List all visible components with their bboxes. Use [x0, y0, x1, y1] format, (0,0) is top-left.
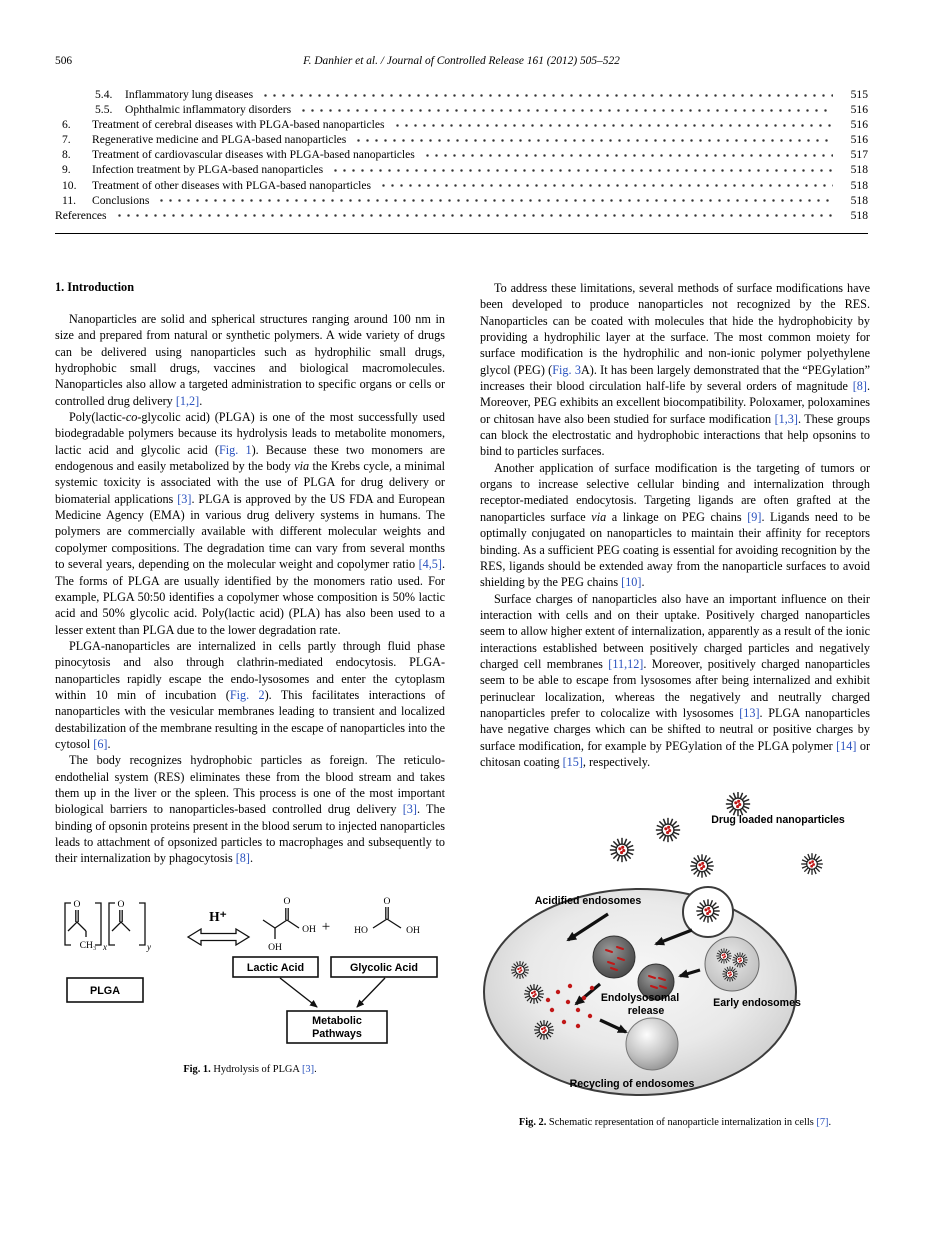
atom-label: O	[383, 895, 391, 907]
text-run: Schematic representation of nanoparticle internalization in cells	[546, 1117, 817, 1129]
body-paragraph	[55, 409, 445, 638]
toc-dot-leader	[299, 102, 833, 117]
nanoparticle-icon	[801, 854, 823, 876]
page-number: 506	[55, 55, 73, 67]
lactic-acid-structure	[263, 908, 299, 939]
toc-dot-leader	[423, 147, 833, 162]
table-of-contents	[55, 87, 868, 223]
toc-entry[interactable]	[55, 208, 868, 223]
text-run: .	[641, 575, 645, 590]
text-run: .	[828, 1117, 832, 1129]
intro-heading: 1. Introduction	[55, 280, 135, 294]
text-run: Another application of surface modification is the targeting of tumors or organs to increase selective cellular binding and internalization through receptor-mediated endocytosis. Targeting ligands are often grafted at the nanoparticles surface	[480, 460, 870, 524]
toc-entry-number: 5.4.	[95, 88, 113, 101]
text-run: . The binding of opsonin proteins present in the blood serum to injected nanoparticles leads to attachment of opsonized particles to macrophages and subsequently to their internalization by phagocytosis	[55, 802, 445, 866]
toc-dot-leader	[354, 132, 833, 147]
text-run: a linkage on PEG chains	[606, 509, 748, 524]
text-run: . Moreover, PEG exhibits an excellent biocompatibility. Poloxamer, poloxamines or chitosan have also been studied for surface modification	[480, 379, 870, 426]
toc-entry-page[interactable]: 518	[850, 178, 868, 192]
text-run: Hydrolysis of PLGA	[210, 1063, 302, 1075]
article-body	[55, 280, 870, 1129]
toc-entry-page[interactable]: 518	[850, 208, 868, 222]
text-run: .	[314, 1063, 317, 1075]
toc-dot-leader	[393, 117, 833, 132]
text-run: Fig. 1.	[183, 1063, 211, 1075]
text-run: ). This facilitates interactions of nanoparticles with the vesicular membranes leading to transient and localized destabilization of the membrane resulting in the escape of nanoparticles into the cytosol	[55, 687, 446, 751]
glycolic-acid-structure	[373, 907, 401, 928]
body-paragraph	[480, 591, 870, 771]
citation-link[interactable]: [1,3]	[774, 411, 798, 426]
label-endolysosomal-release: Endolysosomal	[600, 992, 680, 1005]
citation-link[interactable]: [3]	[402, 802, 417, 817]
text-run: .	[107, 736, 111, 751]
toc-divider	[55, 233, 868, 234]
toc-entry-title[interactable]: References	[55, 208, 107, 222]
toc-entry[interactable]	[55, 132, 868, 147]
early-endosome	[705, 937, 759, 991]
citation-link[interactable]: [13]	[739, 705, 760, 720]
nanoparticle-icon	[696, 900, 719, 923]
citation-link[interactable]: [8]	[235, 851, 250, 866]
nanoparticle-icon	[690, 855, 713, 878]
label-acidified-endosomes: Acidified endosomes	[534, 895, 642, 908]
toc-entry-title[interactable]: Regenerative medicine and PLGA-based nanoparticles	[92, 133, 347, 147]
toc-entry-number: 11.	[62, 193, 77, 207]
toc-entry-title[interactable]: Treatment of other diseases with PLGA-based nanoparticles	[92, 178, 372, 192]
label-recycling-of-endosomes: Recycling of endosomes	[569, 1078, 695, 1091]
toc-entry-number: 7.	[62, 133, 71, 147]
toc-entry-title[interactable]: Inflammatory lung diseases	[125, 88, 254, 101]
toc-entry[interactable]	[55, 147, 868, 162]
body-paragraph	[480, 460, 870, 591]
atom-label: CH₃	[79, 939, 97, 951]
toc-entry[interactable]	[55, 102, 868, 117]
atom-label: OH	[406, 924, 420, 936]
acidified-endosome	[593, 936, 635, 978]
text-run: .	[249, 851, 254, 866]
atom-label: O	[283, 895, 291, 907]
citation-link[interactable]: [3]	[177, 491, 192, 506]
plga-box-label: PLGA	[90, 984, 120, 997]
toc-entry[interactable]	[55, 117, 868, 132]
toc-entry-number: 9.	[62, 163, 71, 177]
text-run: .	[199, 393, 203, 408]
toc-dot-leader	[379, 178, 833, 193]
label-endolysosomal-release: release	[627, 1005, 665, 1018]
text-run: The body recognizes hydrophobic particles as foreign. The reticulo-endothelial system (RES) eliminates these from the blood stream and takes them up in the liver or the spleen. This process is one of the most important biological barriers to nanoparticles-based controlled drug delivery	[55, 753, 445, 817]
metabolic-arrow	[280, 978, 317, 1007]
body-paragraph	[55, 752, 445, 866]
text-run: via	[294, 459, 310, 474]
toc-entry-page[interactable]: 516	[850, 118, 868, 132]
atom-label: OH	[268, 941, 282, 953]
nanoparticle-icon	[610, 838, 634, 862]
text-run: -glycolic acid) (PLGA) is one of the most successfully used biodegradable polymers because its hydrolysis leads to metabolite monomers, lactic acid and glycolic acid (	[55, 410, 445, 457]
toc-entry-title[interactable]: Ophthalmic inflammatory disorders	[125, 103, 292, 117]
figure-2-caption	[480, 1116, 870, 1129]
toc-entry-page[interactable]: 518	[850, 163, 868, 177]
journal-running-head: F. Danhier et al. / Journal of Controlled Release 161 (2012) 505–522	[303, 55, 620, 67]
figure-1-caption	[55, 1063, 445, 1076]
citation-link[interactable]: [15]	[562, 754, 583, 769]
toc-dot-leader	[261, 87, 833, 102]
text-run: . Moreover, positively charged nanoparticles seem to be able to escape from lysosomes after being internalized and exhibit perinuclear localization, whereas the negatively and neutrally charged nanoparticles prefer to colocalize with lysosomes	[480, 656, 870, 720]
text-run: . The forms of PLGA are usually identified by the monomers ratio used. For example, PLGA 50:50 identifies a copolymer whose composition is 50% lactic acid and 50% glycolic acid. Poly(lactic acid) (PLA) has also been used to a lesser extent than PLGA due to the lower degradation rate.	[55, 557, 445, 637]
text-run: or chitosan coating	[480, 738, 870, 769]
citation-link[interactable]: Fig. 3	[552, 362, 581, 377]
body-paragraph	[55, 311, 445, 409]
atom-label: OH	[302, 923, 316, 935]
nanoparticle-icon	[726, 792, 750, 816]
body-paragraph	[480, 280, 870, 460]
right-column	[480, 280, 870, 1129]
left-column	[55, 280, 445, 1129]
text-run: the Krebs cycle, a minimal systemic toxicity is associated with the use of PLGA for drug delivery or biomaterial applications	[55, 459, 445, 506]
text-run: To address these limitations, several methods of surface modifications have been developed to produce nanoparticles not recognized by the RES. Nanoparticles can be coated with molecules that hide the hydrophobicity by providing a hydrophilic layer at the surface. The most common moiety for surface modification is the hydrophilic and non-ionic polymer polyethylene glycol (PEG) (	[480, 281, 870, 377]
metabolic-pathways-label: Pathways	[312, 1027, 362, 1040]
text-run: via	[591, 509, 607, 524]
citation-link[interactable]: [3]	[301, 1063, 315, 1075]
toc-dot-leader	[157, 193, 833, 208]
toc-dot-leader	[331, 162, 833, 177]
toc-entry-title[interactable]: Conclusions	[92, 193, 150, 207]
toc-entry-title[interactable]: Treatment of cerebral diseases with PLGA-based nanoparticles	[92, 118, 385, 132]
recycling-endosome	[626, 1018, 678, 1070]
nanoparticle-icon	[722, 967, 737, 982]
toc-entry[interactable]	[55, 87, 868, 102]
toc-entry-number: 5.5.	[95, 103, 113, 117]
toc-entry-number: 6.	[62, 118, 71, 132]
citation-link[interactable]: [14]	[836, 738, 857, 753]
subscript-y: y	[147, 941, 151, 952]
toc-entry-page[interactable]: 515	[850, 88, 868, 101]
text-run: . PLGA is approved by the US FDA and European Medicine Agency (EMA) in various drug delivery systems in humans. The polymers are commercially available with different molecular weights and copolymer compositions. The degradation time can vary from several months to several years, depending on the molecular weight and copolymer ratio	[55, 491, 445, 572]
toc-entry-number: 8.	[62, 148, 71, 162]
plus-sign: +	[321, 918, 331, 935]
nanoparticle-icon	[656, 818, 680, 842]
atom-label: HO	[354, 924, 368, 936]
citation-link[interactable]: [4,5]	[418, 557, 442, 572]
citation-link[interactable]: Fig. 2	[229, 687, 265, 702]
subscript-x: x	[103, 941, 107, 952]
text-run: Poly(lactic-	[69, 410, 126, 425]
lactic-acid-box-label: Lactic Acid	[246, 961, 305, 974]
metabolic-pathways-label: Metabolic	[312, 1014, 362, 1027]
toc-entry-title[interactable]: Treatment of cardiovascular diseases with PLGA-based nanoparticles	[92, 148, 415, 162]
toc-entry[interactable]	[55, 162, 868, 177]
body-paragraph	[55, 638, 445, 752]
text-run: Surface charges of nanoparticles also have an important influence on their interaction with cells and on their uptake. Positively charged nanoparticles seem to allow higher extent of internalization, apparently as a result of the ionic interactions established between positively charged particles and negatively charged cell membranes	[480, 591, 870, 671]
text-run: , respectively.	[582, 754, 651, 769]
glycolic-acid-box-label: Glycolic Acid	[349, 961, 419, 974]
text-run: co	[125, 410, 138, 425]
toc-entry-page[interactable]: 518	[850, 193, 868, 207]
citation-link[interactable]: [6]	[93, 736, 108, 751]
toc-entry-title[interactable]: Infection treatment by PLGA-based nanoparticles	[92, 163, 324, 177]
toc-dot-leader	[115, 208, 834, 223]
citation-link[interactable]: [11,12]	[608, 656, 644, 671]
figure-1	[55, 891, 445, 1076]
nanoparticle-icon	[716, 949, 731, 964]
citation-link[interactable]: [9]	[747, 509, 762, 524]
text-run: Nanoparticles are solid and spherical structures ranging around 100 nm in size and prepared from natural or synthetic polymers. A wide variety of drugs can be delivered using nanoparticles such as hydrophilic small drugs, hydrophobic small drugs, vaccines and biological macromolecules. Nanoparticles also allow a targeted administration to specific organs or cells or controlled drug delivery	[55, 312, 445, 408]
toc-entry-page[interactable]: 516	[850, 103, 868, 117]
text-run: ). Because these two monomers are endogenous and easily metabolized by the body	[55, 442, 445, 474]
citation-link[interactable]: [1,2]	[175, 393, 200, 408]
text-run: PLGA-nanoparticles are internalized in cells partly through fluid phase pinocytosis and also through clathrin-mediated endocytosis. PLGA-nanoparticles rapidly escape the endo-lysosomes and enter the cytoplasm within 10 min of incubation (	[55, 638, 445, 702]
atom-label: O	[117, 898, 125, 910]
metabolic-arrow	[357, 978, 385, 1007]
figure-2	[480, 792, 870, 1129]
toc-entry-number: 10.	[62, 178, 77, 192]
label-early-endosomes: Early endosomes	[713, 997, 801, 1010]
citation-link[interactable]: [10]	[621, 575, 642, 590]
figure-2-diagram	[480, 792, 870, 1102]
nanoparticle-icon	[511, 961, 529, 979]
text-run: . Ligands need to be optimally conjugated on nanoparticles to maintain their affinity for receptors binding. As a sufficient PEG coating is essential for avoiding recognition by the RES, ligands should be extended away from the nanoparticle surfaces to avoid shielding by the PEG chains	[480, 509, 870, 590]
equilibrium-arrow	[188, 929, 249, 945]
h-plus-label: H⁺	[209, 908, 227, 924]
toc-entry[interactable]	[55, 193, 868, 208]
toc-entry-page[interactable]: 517	[850, 148, 868, 162]
citation-link[interactable]: [8]	[852, 379, 867, 394]
nanoparticle-icon	[534, 1020, 554, 1040]
nanoparticle-icon	[524, 984, 544, 1004]
text-run: A). It has been largely demonstrated that the “PEGylation” increases their blood circulation half-life by several orders of magnitude	[480, 362, 871, 394]
citation-link[interactable]: Fig. 1	[218, 442, 252, 457]
toc-entry-page[interactable]: 516	[850, 133, 868, 147]
text-run: . PLGA nanoparticles have negative charges which can be shifted to neutral or positive charges by surface modification, for example by PEGylation of the PLGA polymer	[480, 705, 870, 753]
label-drug-loaded-nanoparticles: Drug loaded nanoparticles	[711, 814, 845, 827]
atom-label: O	[73, 898, 81, 910]
page-header	[55, 55, 868, 71]
text-run: . These groups can block the electrostatic and hydrophobic interactions that help opsonins to bind to particles surfaces.	[480, 411, 870, 459]
toc-entry[interactable]	[55, 178, 868, 193]
text-run: Fig. 2.	[518, 1117, 547, 1129]
citation-link[interactable]: [7]	[816, 1117, 829, 1129]
nanoparticle-icon	[732, 953, 747, 968]
figure-1-diagram	[55, 891, 445, 1049]
